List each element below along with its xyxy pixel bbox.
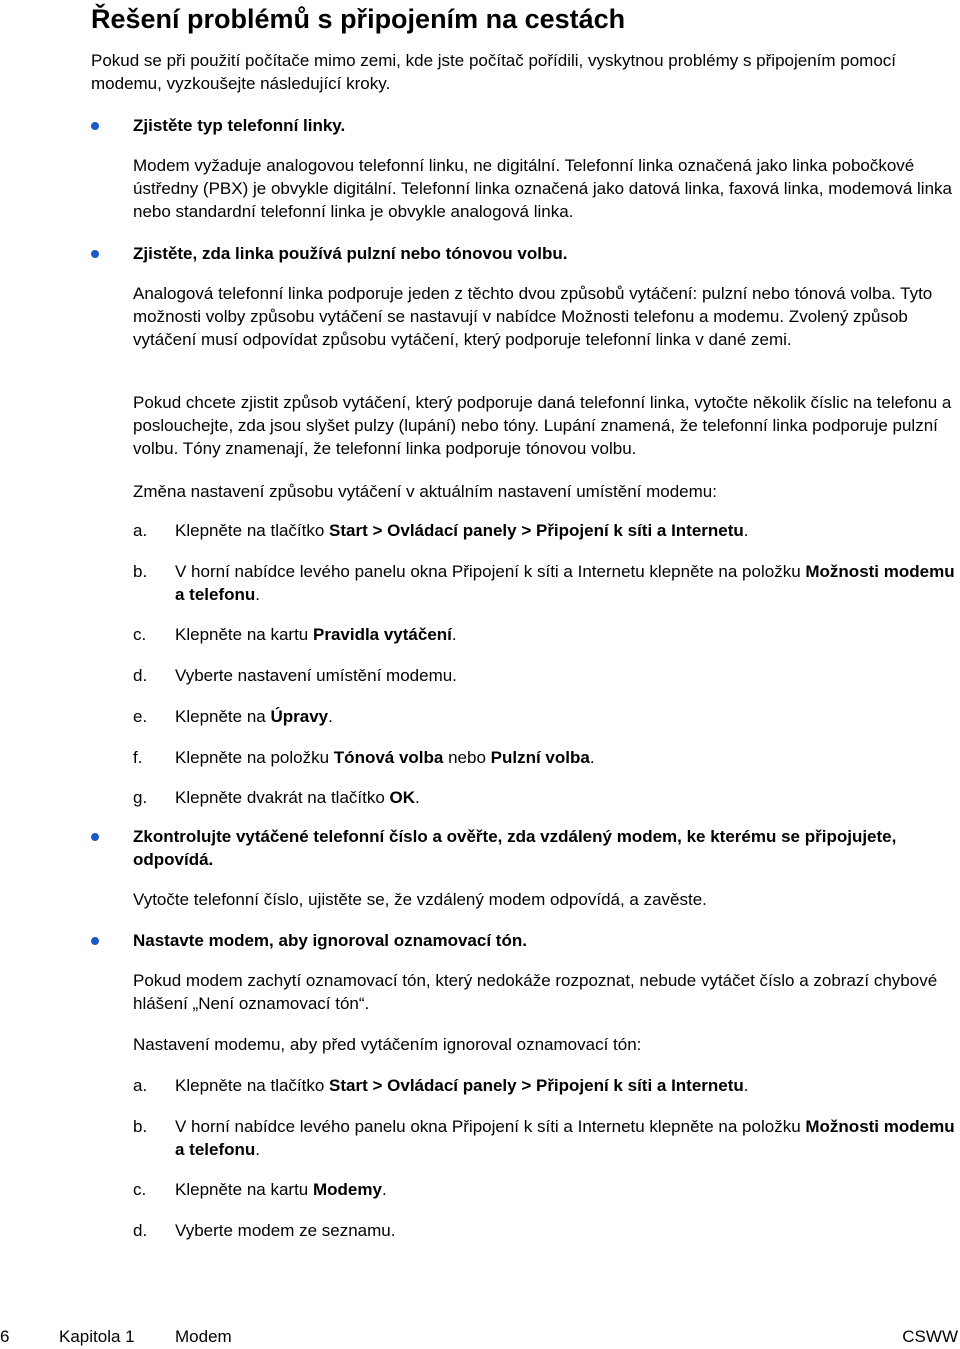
intro-paragraph: Pokud se při použití počítače mimo zemi, kde jste počítač pořídili, vyskytnou problémy s připojením pomocí modemu, vyzkoušejte následující kroky. xyxy=(91,51,897,93)
bullet-paragraph: Pokud chcete zjistit způsob vytáčení, který podporuje daná telefonní linka, vytočte několik číslic na telefonu a poslouchejte, zda jsou slyšet pulzy (lupání) nebo tóny. Lupání znamená, že telefonní linka podporuje pulzní volbu. Tóny znamenají, že telefonní linka podporuje tónovou volbu. xyxy=(133,393,952,458)
step-letter: e. xyxy=(133,707,148,726)
step-text: Vyberte modem ze seznamu. xyxy=(175,1221,396,1240)
bullet-paragraph: Analogová telefonní linka podporuje jeden z těchto dvou způsobů vytáčení: pulzní nebo tónová volba. Tyto možnosti volby způsobu vytáčení se nastavují v nabídce Možnosti telefonu a modemu. Zvolený způsob vytáčení musí odpovídat způsobu vytáčení, který podporuje telefonní linka v dané zemi. xyxy=(133,284,933,349)
bullet-heading: Zjistěte typ telefonní linky. xyxy=(133,116,346,135)
step-text: Klepněte na kartu Pravidla vytáčení. xyxy=(175,625,457,644)
bullet-icon xyxy=(91,250,99,258)
step-text: V horní nabídce levého panelu okna Připojení k síti a Internetu klepněte na položku Možnosti modemu a telefonu. xyxy=(175,562,955,604)
bullet-icon xyxy=(91,937,99,945)
bullet-paragraph: Pokud modem zachytí oznamovací tón, který nedokáže rozpoznat, nebude vytáčet číslo a zobrazí chybové hlášení „Není oznamovací tón“. xyxy=(133,971,938,1013)
step-letter: a. xyxy=(133,521,148,540)
step-letter: d. xyxy=(133,666,148,685)
page-number: 6 xyxy=(0,1327,10,1346)
step-letter: b. xyxy=(133,562,148,581)
document-code: CSWW xyxy=(902,1327,958,1346)
step-text: Klepněte na položku Tónová volba nebo Pulzní volba. xyxy=(175,748,595,767)
step-letter: b. xyxy=(133,1117,148,1136)
step-text: V horní nabídce levého panelu okna Připojení k síti a Internetu klepněte na položku Možnosti modemu a telefonu. xyxy=(175,1117,955,1159)
step-letter: c. xyxy=(133,625,147,644)
chapter-title: Modem xyxy=(175,1327,232,1346)
bullet-heading: Nastavte modem, aby ignoroval oznamovací tón. xyxy=(133,931,527,950)
bullet-paragraph: Modem vyžaduje analogovou telefonní linku, ne digitální. Telefonní linka označená jako linka pobočkové ústředny (PBX) je obvykle digitální. Telefonní linka označená jako datová linka, faxová linka, modemová linka nebo standardní telefonní linka je obvykle analogová linka. xyxy=(133,156,952,221)
bullet-icon xyxy=(91,833,99,841)
step-text: Klepněte na tlačítko Start > Ovládací panely > Připojení k síti a Internetu. xyxy=(175,1076,749,1095)
step-text: Vyberte nastavení umístění modemu. xyxy=(175,666,457,685)
bullet-icon xyxy=(91,122,99,130)
step-letter: c. xyxy=(133,1180,147,1199)
step-letter: f. xyxy=(133,748,143,767)
chapter-label: Kapitola 1 xyxy=(59,1327,135,1346)
bullet-heading: Zkontrolujte vytáčené telefonní číslo a ověřte, zda vzdálený modem, ke kterému se připojujete, odpovídá. xyxy=(133,827,897,869)
bullet-paragraph: Vytočte telefonní číslo, ujistěte se, že vzdálený modem odpovídá, a zavěste. xyxy=(133,890,707,909)
page-footer xyxy=(0,1325,960,1349)
step-text: Klepněte na tlačítko Start > Ovládací panely > Připojení k síti a Internetu. xyxy=(175,521,749,540)
step-text: Klepněte dvakrát na tlačítko OK. xyxy=(175,788,420,807)
step-text: Klepněte na kartu Modemy. xyxy=(175,1180,387,1199)
step-letter: a. xyxy=(133,1076,148,1095)
step-letter: d. xyxy=(133,1221,148,1240)
page-title: Řešení problémů s připojením na cestách xyxy=(91,4,626,34)
step-letter: g. xyxy=(133,788,148,807)
bullet-heading: Zjistěte, zda linka používá pulzní nebo tónovou volbu. xyxy=(133,244,568,263)
step-text: Klepněte na Úpravy. xyxy=(175,707,333,726)
bullet-paragraph: Změna nastavení způsobu vytáčení v aktuálním nastavení umístění modemu: xyxy=(133,482,717,501)
bullet-paragraph: Nastavení modemu, aby před vytáčením ignoroval oznamovací tón: xyxy=(133,1035,642,1054)
